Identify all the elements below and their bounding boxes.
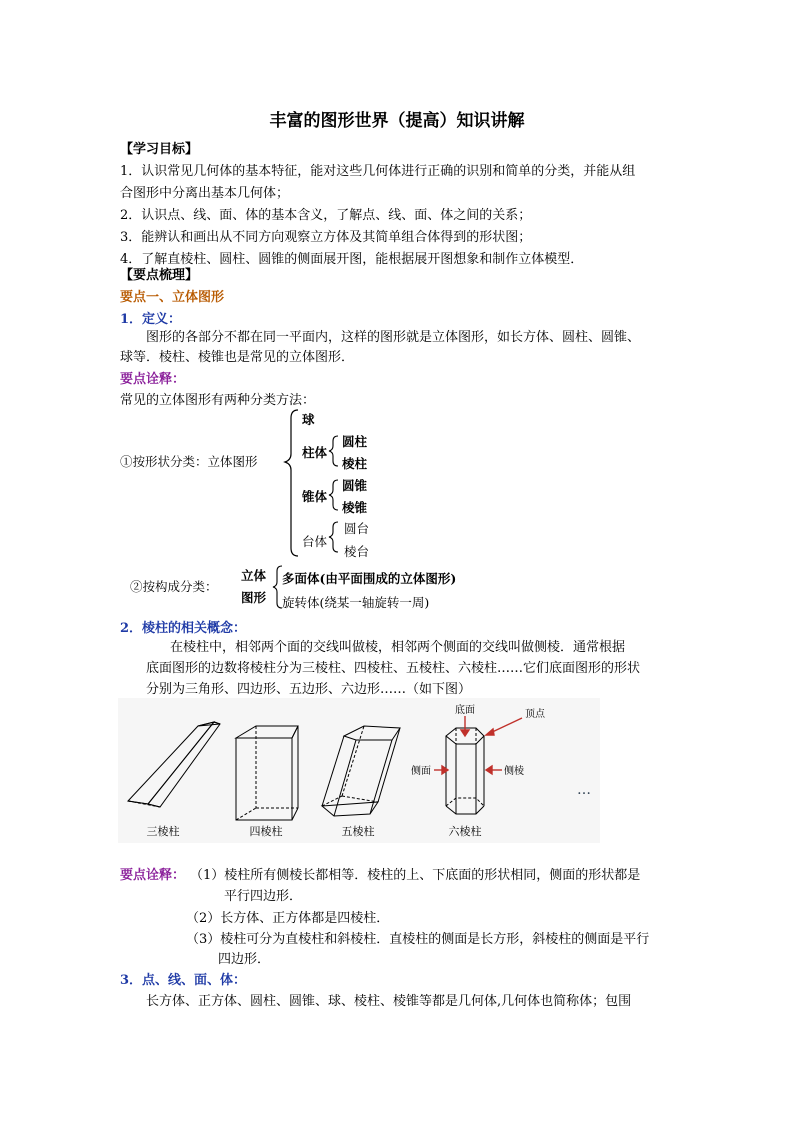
goal-item-4: 4．了解直棱柱、圆柱、圆锥的侧面展开图，能根据展开图想象和制作立体模型． [120, 252, 584, 267]
classify2-brace-bottom: 图形 [241, 590, 267, 605]
plf-title: 3．点、线、面、体： [120, 973, 247, 988]
classify1-prism: 棱柱 [342, 456, 368, 471]
points-header: 【要点梳理】 [120, 268, 199, 283]
goals-header: 【学习目标】 [120, 142, 199, 157]
classify1-cone-frustum: 圆台 [344, 521, 370, 536]
classify2-rotation: 旋转体(绕某一轴旋转一周) [282, 595, 430, 610]
figures-ellipsis: … [577, 782, 591, 798]
figure-label-hexagonal: 六棱柱 [448, 825, 482, 838]
classify2-label: ②按构成分类： [130, 579, 218, 594]
classify1-ball: 球 [302, 412, 315, 427]
main-brace [285, 410, 298, 556]
goal-item-1: 1．认识常见几何体的基本特征，能对这些几何体进行正确的识别和简单的分类，并能从组 [120, 164, 636, 179]
prism-concepts-title: 2．棱柱的相关概念： [120, 621, 247, 636]
classify2-brace-path [273, 566, 282, 608]
point1-title: 要点一、立体图形 [120, 290, 225, 305]
figure-label-quadrangular: 四棱柱 [249, 825, 283, 838]
classify2-polyhedron: 多面体(由平面围成的立体图形) [282, 571, 457, 586]
side-face-label: 侧面 [411, 766, 431, 777]
classify-intro: 常见的立体图形有两种分类方法： [120, 393, 316, 408]
prism-figures [118, 698, 600, 843]
explain2-item-2: （2）长方体、正方体都是四棱柱． [186, 911, 390, 926]
prism-concepts-text-3: 分别为三角形、四边形、五边形、六边形……（如下图） [146, 682, 472, 697]
figure-label-pentagonal: 五棱柱 [341, 825, 375, 838]
vertex-label: 顶点 [525, 709, 545, 720]
prism-concepts-text-2: 底面图形的边数将棱柱分为三棱柱、四棱柱、五棱柱、六棱柱……它们底面图形的形状 [146, 661, 641, 676]
classify1-cone-group: 锥体 [302, 489, 328, 504]
explain2-item-3: （3）棱柱可分为直棱柱和斜棱柱．直棱柱的侧面是长方形，斜棱柱的侧面是平行 [186, 932, 650, 947]
classify1-frustum-group: 台体 [302, 534, 328, 549]
side-edge-label: 侧棱 [504, 766, 524, 777]
page-title: 丰富的图形世界（提高）知识讲解 [269, 111, 525, 131]
definition-title: 1．定义： [120, 312, 182, 327]
explain2-item-3-cont: 四边形． [218, 952, 271, 967]
classify1-pyramid-frustum: 棱台 [344, 544, 370, 559]
definition-text-2: 球等．棱柱、棱锥也是常见的立体图形． [120, 350, 355, 365]
classify1-pyramid: 棱锥 [342, 500, 368, 515]
bottom-face-label: 底面 [455, 705, 475, 716]
classify1-label: ①按形状分类：立体图形 [120, 454, 258, 469]
definition-text-1: 图形的各部分不都在同一平面内，这样的图形就是立体图形，如长方体、圆柱、圆锥、 [146, 330, 641, 345]
plf-text: 长方体、正方体、圆柱、圆锥、球、棱柱、棱锥等都是几何体,几何体也简称体；包围 [146, 994, 632, 1009]
frustum-brace [329, 522, 338, 552]
prism-brace [329, 436, 338, 466]
classify1-cone: 圆锥 [342, 478, 368, 493]
goal-item-3: 3．能辨认和画出从不同方向观察立方体及其简单组合体得到的形状图； [120, 230, 532, 245]
explain-label: 要点诠释： [120, 372, 186, 387]
classify2-brace-top: 立体 [241, 568, 267, 583]
cone-brace [329, 480, 338, 510]
figure-label-triangular: 三棱柱 [146, 825, 180, 838]
explain2-item-1-cont: 平行四边形． [224, 889, 303, 904]
explain2-label: 要点诠释： [120, 868, 186, 883]
classify1-cylinder: 圆柱 [342, 434, 368, 449]
classify1-prism-group: 柱体 [302, 445, 328, 460]
explain2-item-1: （1）棱柱所有侧棱长都相等．棱柱的上、下底面的形状相同，侧面的形状都是 [190, 868, 641, 883]
goal-item-1-cont: 合图形中分离出基本几何体； [120, 186, 290, 201]
prism-concepts-text-1: 在棱柱中，相邻两个面的交线叫做棱，相邻两个侧面的交线叫做侧棱．通常根据 [170, 640, 626, 655]
goal-item-2: 2．认识点、线、面、体的基本含义，了解点、线、面、体之间的关系； [120, 208, 532, 223]
